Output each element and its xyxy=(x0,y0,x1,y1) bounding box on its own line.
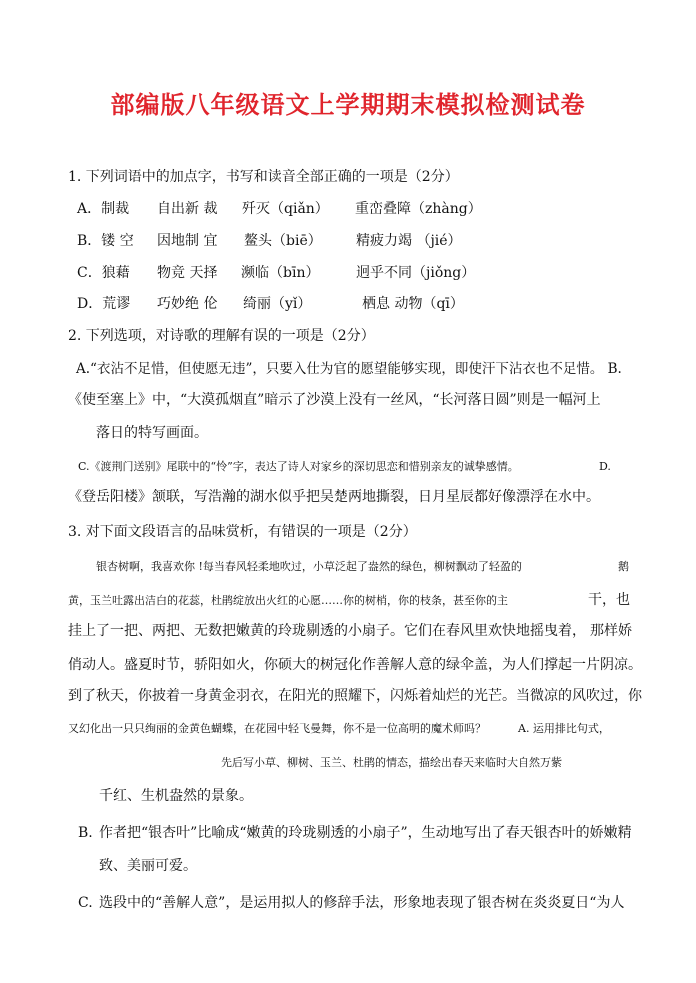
question-2-stem: 2. 下列选项，对诗歌的理解有误的一项是（2分） xyxy=(68,328,375,344)
q1-b-word2: 因地制 宜 xyxy=(157,233,218,249)
passage-line-3-end: 那样娇 xyxy=(590,623,632,639)
q2-option-b-line1: 《使至塞上》中，“大漠孤烟直”暗示了沙漠上没有一丝风，“长河落日圆”则是一幅河上 xyxy=(68,392,601,408)
question-3-stem: 3. 对下面文段语言的品味赏析，有错误的一项是（2分） xyxy=(68,524,417,540)
q1-d-word3: 绮丽（yǐ） xyxy=(243,296,312,312)
passage-line-1-end: 鹅 xyxy=(618,560,629,573)
q1-option-c xyxy=(77,263,475,283)
q2-option-b-line2: 落日的特写画面。 xyxy=(96,425,208,441)
q3-option-b-line1: 作者把“银杏叶”比喻成“嫩黄的玲珑剔透的小扇子”，生动地写出了春天银杏叶的娇嫩精 xyxy=(99,825,632,841)
q1-d-word2: 巧妙绝 伦 xyxy=(157,296,218,312)
q2-option-d-letter: D. xyxy=(599,460,611,473)
question-1-stem: 1. 下列词语中的加点字，书写和读音全部正确的一项是（2分） xyxy=(68,169,459,185)
q1-option-b xyxy=(77,231,462,251)
passage-line-1: 银杏树啊，我喜欢你 !每当春风轻柔地吹过，小草泛起了盎然的绿色，柳树飘动了轻盈的 xyxy=(96,560,522,573)
q3-option-b-line2: 致、美丽可爱。 xyxy=(99,858,197,874)
q3-option-c-letter: C. xyxy=(78,895,93,911)
q1-c-word4: 迥乎不同（jiǒng） xyxy=(356,265,476,281)
q1-c-word1: C．狼藉 xyxy=(77,265,130,281)
q1-option-a xyxy=(77,199,482,219)
q2-option-a: A.“衣沾不足惜，但使愿无违”，只要入仕为官的愿望能够实现，即使汗下沾衣也不足惜。 B. xyxy=(76,361,622,377)
q3-option-a-line2: 千红、生机盎然的景象。 xyxy=(99,788,253,804)
q1-c-word2: 物竞 天择 xyxy=(157,265,218,281)
q1-option-d xyxy=(77,294,464,314)
q3-option-b-letter: B. xyxy=(78,825,93,841)
passage-line-4: 俏动人。盛夏时节，骄阳如火，你硕大的树冠化作善解人意的绿伞盖，为人们撑起一片阴凉。 xyxy=(68,657,642,673)
passage-line-6: 又幻化出一只只绚丽的金黄色蝴蝶，在花园中轻飞曼舞，你不是一位高明的魔术师吗？ xyxy=(68,722,486,735)
page-title: 部编版八年级语文上学期期末模拟检测试卷 xyxy=(110,91,586,119)
q3-option-a-line1: 先后写小草、柳树、玉兰、杜鹃的情态，描绘出春天来临时大自然万紫 xyxy=(221,756,562,769)
passage-line-2: 黄，玉兰吐露出洁白的花蕊，杜鹃绽放出火红的心愿……你的树梢，你的枝条，甚至你的主 xyxy=(68,594,508,607)
q1-b-word4: 精疲力竭 （jié） xyxy=(356,233,462,249)
q1-b-word1: B．镂 空 xyxy=(77,233,134,249)
passage-line-2-end: 干，也 xyxy=(588,592,630,608)
q1-a-word2: 自出新 裁 xyxy=(157,201,218,217)
q3-option-c-line1: 选段中的“善解人意”，是运用拟人的修辞手法，形象地表现了银杏树在炎炎夏日“为人 xyxy=(99,895,625,911)
q3-option-a-start: A. 运用排比句式， xyxy=(518,722,610,735)
q1-a-word4: 重峦叠障（zhàng） xyxy=(355,201,482,217)
q1-b-word3: 鳌头（biē） xyxy=(244,233,322,249)
passage-line-3: 挂上了一把、两把、无数把嫩黄的玲珑剔透的小扇子。它们在春风里欢快地摇曳着， xyxy=(68,623,586,639)
q1-d-word4: 栖息 动物（qī） xyxy=(362,296,464,312)
q1-c-word3: 濒临（bīn） xyxy=(241,265,320,281)
q2-option-d-text: 《登岳阳楼》颔联，写浩瀚的湖水似乎把吴楚两地撕裂，日月星辰都好像漂浮在水中。 xyxy=(68,489,600,505)
q2-option-c: C.《渡荆门送别》尾联中的“怜”字，表达了诗人对家乡的深切思恋和惜别亲友的诚挚感情。 xyxy=(78,460,519,473)
q1-a-word1: A．制裁 xyxy=(77,201,130,217)
q1-a-word3: 歼灭（qiǎn） xyxy=(242,201,329,217)
passage-line-5: 到了秋天，你披着一身黄金羽衣，在阳光的照耀下，闪烁着灿烂的光芒。当微凉的风吹过，你 xyxy=(68,688,642,704)
q1-d-word1: D．荒谬 xyxy=(77,296,131,312)
